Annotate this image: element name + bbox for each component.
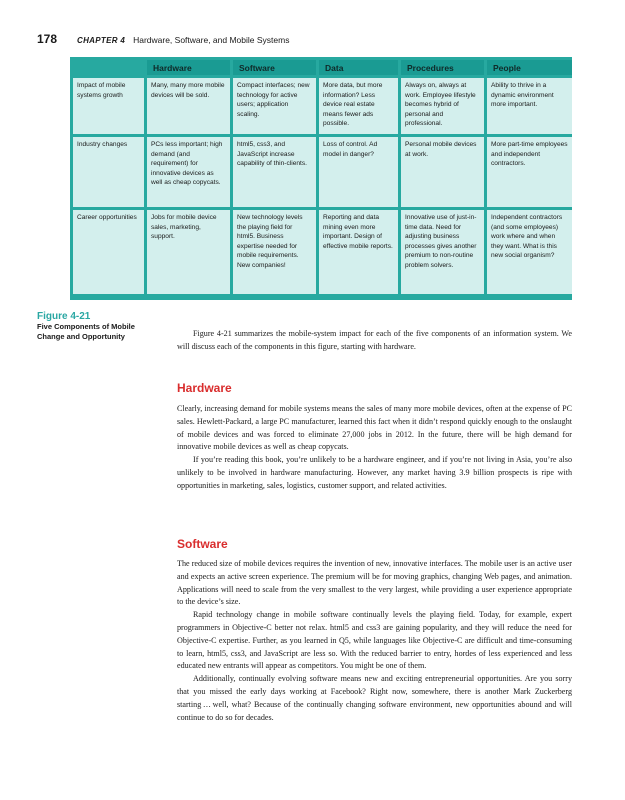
paragraph: Rapid technology change in mobile software continually levels the playing field. Today, for example, expert programmers in Objective-C better not relax. html5 and css3 are gaining popularity, and they will reduce the need for Objective-C expertise. Further, as you learned in Q5, while languages like Objective-C are difficult and time-consuming to learn, html5, css3, and JavaScript are less so. With the reduced barrier to entry, hordes of less experienced and less educated new entrants will appear as competitors. You might be one of them.	[177, 610, 572, 671]
column-header-hardware: Hardware	[147, 60, 230, 75]
running-header	[37, 30, 289, 44]
intro-paragraph: Figure 4-21 summarizes the mobile-system impact for each of the five components of an information system. We will discuss each of the components in this figure, starting with hardware.	[177, 329, 572, 351]
column-header-software: Software	[233, 60, 316, 75]
table-cell: html5, css3, and JavaScript increase capability of thin-clients.	[233, 137, 316, 207]
table-cell: More part-time employees and independent contractors.	[487, 137, 572, 207]
row-header-impact: Impact of mobile systems growth	[73, 78, 144, 134]
figure-table-container	[70, 57, 572, 300]
table-cell: Loss of control. Ad model in danger?	[319, 137, 398, 207]
table-cell: PCs less important; high demand (and requirement) for innovative devices as well as cheap copycats.	[147, 137, 230, 207]
chapter-label: CHAPTER 4	[77, 36, 126, 45]
paragraph: If you’re reading this book, you’re unlikely to be a hardware engineer, and if you’re not living in Asia, you’re also unlikely to be involved in hardware manufacturing. However, any market having 3.9 billion prospects is ripe with opportunities in marketing, sales, logistics, customer support, and related activities.	[177, 455, 572, 490]
page-number: 178	[37, 32, 58, 46]
figure-label: Figure 4-21	[37, 311, 91, 322]
table-cell: Ability to thrive in a dynamic environment more important.	[487, 78, 572, 134]
five-components-table	[70, 57, 575, 297]
table-cell: Always on, always at work. Employee lifestyle becomes hybrid of personal and professional.	[401, 78, 484, 134]
paragraph: Clearly, increasing demand for mobile systems means the sales of many more mobile devices, often at the expense of PC sales. Hewlett-Packard, a large PC manufacturer, learned this fact when it didn’t respond quickly enough to the onslaught of mobile devices and was forced to eliminate 27,000 jobs in 2012. In the future, there will be high demand for innovative mobile devices as well as cheap copycats.	[177, 404, 572, 452]
row-header-industry: Industry changes	[73, 137, 144, 207]
table-cell: Reporting and data mining even more important. Design of effective mobile reports.	[319, 210, 398, 294]
table-cell: Jobs for mobile device sales, marketing, support.	[147, 210, 230, 294]
column-header-procedures: Procedures	[401, 60, 484, 75]
column-header-people: People	[487, 60, 572, 75]
figure-caption: Five Components of Mobile Change and Opportunity	[37, 322, 135, 341]
paragraph: Additionally, continually evolving software means new and exciting entrepreneurial opportunities. Are you sorry that you missed the early days working at Facebook? Right now, somewhere, there is another Mark Zuckerberg starting … well, what? Because of the continually changing software environment, new opportunities abound and will continue to do so for decades.	[177, 674, 572, 722]
paragraph: The reduced size of mobile devices requires the invention of new, innovative interfaces. The mobile user is an active user and expects an active screen experience. The premium will be for moving graphics, changing Web pages, and animation. Applications will need to scale from the very smallest to the very largest, while providing a user experience appropriate to the device’s size.	[177, 559, 572, 607]
table-cell: Personal mobile devices at work.	[401, 137, 484, 207]
table-row	[73, 137, 572, 207]
table-row	[73, 210, 572, 294]
section-heading-hardware: Hardware	[177, 381, 232, 395]
chapter-title: Hardware, Software, and Mobile Systems	[133, 35, 290, 45]
table-cell: New technology levels the playing field for html5. Business expertise needed for mobile requirements. New companies!	[233, 210, 316, 294]
table-header-row	[73, 60, 572, 75]
table-corner-cell	[73, 60, 144, 75]
table-cell: Compact interfaces; new technology for active users; application scaling.	[233, 78, 316, 134]
table-cell: Many, many more mobile devices will be sold.	[147, 78, 230, 134]
table-cell: More data, but more information? Less device real estate means fewer ads possible.	[319, 78, 398, 134]
section-heading-software: Software	[177, 537, 228, 551]
table-row	[73, 78, 572, 134]
intro-paragraph-block	[177, 328, 572, 354]
software-section-body	[177, 558, 572, 724]
hardware-section-body	[177, 403, 572, 493]
table-cell: Innovative use of just-in-time data. Need for adjusting business processes gives another premium to non-routine problem solvers.	[401, 210, 484, 294]
row-header-career: Career opportunities	[73, 210, 144, 294]
column-header-data: Data	[319, 60, 398, 75]
table-cell: Independent contractors (and some employees) work where and when they want. What is this new social organism?	[487, 210, 572, 294]
